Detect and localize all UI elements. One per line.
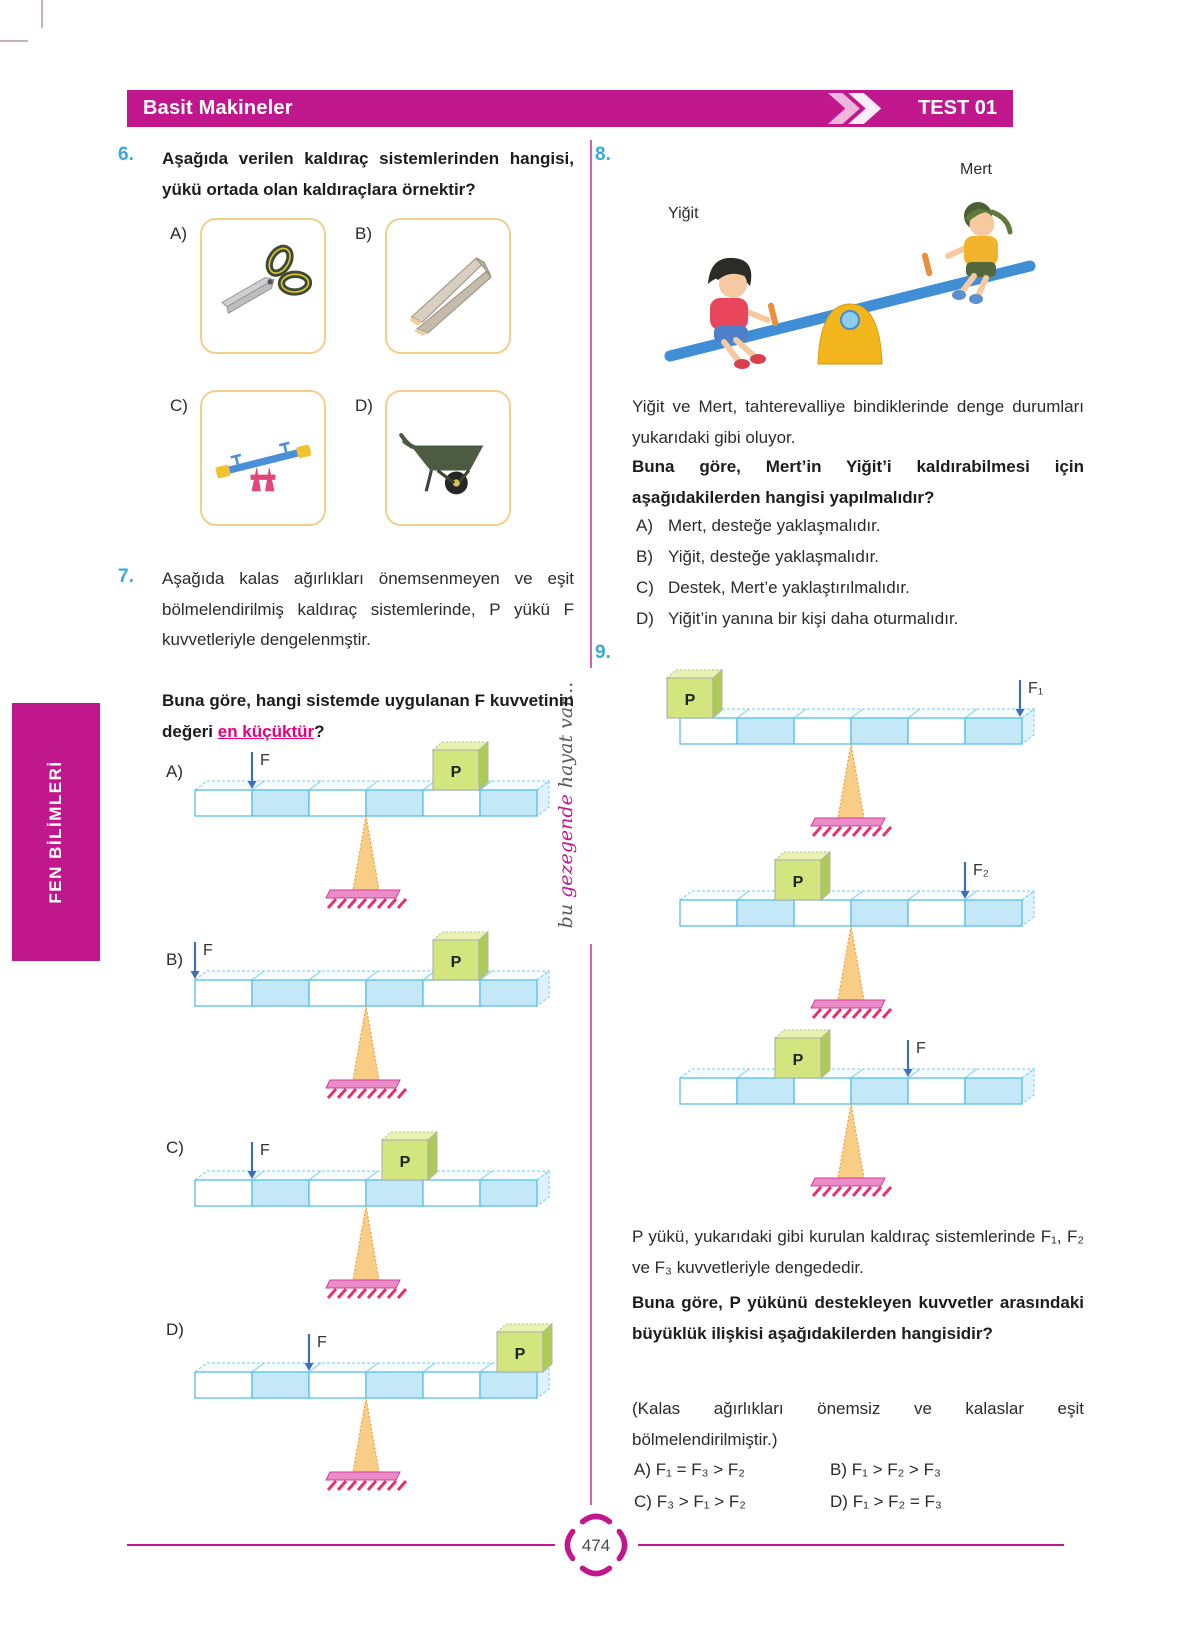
beam-segment: [366, 790, 423, 816]
load-label: P: [399, 1154, 411, 1171]
margin-note-part2: gezegende: [555, 794, 577, 898]
beam-segment: [851, 718, 908, 744]
ground-hatch: [378, 1481, 386, 1490]
ground-hatch: [358, 1481, 366, 1490]
ground-hatch: [823, 1009, 831, 1018]
ground-hatch: [398, 1289, 406, 1298]
q8-option-a: [636, 516, 1088, 536]
q8-option-d-label: D): [636, 609, 654, 628]
force-label: F: [916, 1040, 926, 1057]
load-label: P: [450, 954, 462, 971]
ground-hatch: [348, 899, 356, 908]
q6-option-d-label: D): [355, 396, 373, 415]
q9-option-b: [830, 1460, 941, 1480]
beam-segment: [252, 790, 309, 816]
q8-option-b-text: Yiğit, desteğe yaklaşmalıdır.: [668, 547, 880, 566]
beam-segment: [965, 718, 1022, 744]
lever-diagram-q7-d: [177, 1320, 565, 1500]
chevron-right-icon: [827, 93, 885, 124]
ground-hatch: [398, 1089, 406, 1098]
q8-number: 8.: [595, 144, 611, 165]
fulcrum-triangle: [353, 816, 379, 890]
beam-segment: [309, 1372, 366, 1398]
beam-segment: [423, 790, 480, 816]
fulcrum-triangle: [838, 1104, 864, 1178]
ground-hatch: [328, 899, 336, 908]
force-label: F: [260, 1142, 270, 1159]
left-child-label: Yiğit: [668, 205, 699, 222]
ground-hatch: [338, 1481, 346, 1490]
fulcrum-base: [811, 1000, 885, 1008]
q7-question-highlight: en küçüktür: [217, 721, 315, 741]
beam-segment: [480, 790, 537, 816]
ground-hatch: [338, 899, 346, 908]
fulcrum-base: [326, 1280, 400, 1288]
left-child-figure: [708, 258, 768, 369]
ground-hatch: [813, 1187, 821, 1196]
beam-segment: [366, 1180, 423, 1206]
footer-rule-right: [638, 1544, 1064, 1546]
ground-hatch: [833, 1009, 841, 1018]
ground-hatch: [813, 827, 821, 836]
ground-hatch: [853, 827, 861, 836]
load-side-face: [821, 852, 830, 900]
beam-segment: [680, 718, 737, 744]
ground-hatch: [863, 827, 871, 836]
ground-hatch: [388, 1481, 396, 1490]
column-divider-top: [590, 140, 592, 668]
beam-segment: [195, 1180, 252, 1206]
q6-option-a-box: [200, 218, 326, 354]
q7-option-b-label: B): [166, 950, 183, 969]
ground-hatch: [328, 1089, 336, 1098]
fulcrum-base: [326, 1080, 400, 1088]
ground-hatch: [358, 899, 366, 908]
q9-option-b-text: F₁ > F₂ > F₃: [851, 1460, 941, 1479]
q6-option-b-box: [385, 218, 511, 354]
q9-note: (Kalas ağırlıkları önemsiz ve kalaslar eşit bölmelendirilmiştir.): [632, 1399, 1084, 1449]
page-number: 474: [581, 1536, 611, 1555]
q6-number: 6.: [118, 144, 134, 165]
beam-segment: [252, 1180, 309, 1206]
q9-option-c-label: C): [634, 1492, 652, 1511]
fulcrum-triangle: [353, 1206, 379, 1280]
beam-segment: [737, 1078, 794, 1104]
beam-segment: [965, 1078, 1022, 1104]
q9-option-a-label: A): [634, 1460, 651, 1479]
q9-option-a: [634, 1460, 745, 1480]
ground-hatch: [833, 827, 841, 836]
load-label: P: [792, 874, 804, 891]
ground-hatch: [833, 1187, 841, 1196]
beam-segment: [309, 980, 366, 1006]
beam-segment: [965, 900, 1022, 926]
q8-option-d-text: Yiğit’in yanına bir kişi daha oturmalıdır.: [668, 609, 959, 628]
force-label: F₁: [1028, 680, 1044, 697]
left-handle: [767, 302, 779, 327]
ground-hatch: [813, 1009, 821, 1018]
ground-hatch: [358, 1289, 366, 1298]
q7-option-d-label: D): [166, 1320, 184, 1339]
fulcrum-triangle: [353, 1006, 379, 1080]
beam-segment: [680, 900, 737, 926]
subject-label: FEN BİLİMLERİ: [46, 760, 65, 904]
beam-segment: [309, 790, 366, 816]
beam-segment: [480, 980, 537, 1006]
wheelbarrow-image: [396, 406, 500, 510]
beam-segment: [366, 1372, 423, 1398]
ground-hatch: [883, 1009, 891, 1018]
lever-diagram-q9-2: [662, 848, 1050, 1028]
beam-segment: [423, 1180, 480, 1206]
q8-option-c-label: C): [636, 578, 654, 597]
ground-hatch: [378, 1289, 386, 1298]
force-label: F: [203, 942, 213, 959]
beam-segment: [680, 1078, 737, 1104]
header-banner: [127, 90, 1013, 127]
q7-question-pre: Buna göre, hangi sistemde uygulanan F kuvvetinin değeri: [162, 691, 574, 741]
ground-hatch: [338, 1289, 346, 1298]
beam-segment: [423, 1372, 480, 1398]
subject-sidebar: [12, 703, 100, 961]
beam-segment: [366, 980, 423, 1006]
q6-option-d-box: [385, 390, 511, 526]
beam-segment: [737, 718, 794, 744]
ground-hatch: [853, 1187, 861, 1196]
q9-number: 9.: [595, 642, 611, 663]
q7-option-c-label: C): [166, 1138, 184, 1157]
beam-segment: [309, 1180, 366, 1206]
force-label: F₂: [973, 862, 989, 879]
ground-hatch: [368, 1089, 376, 1098]
q8-option-a-label: A): [636, 516, 653, 535]
ground-hatch: [338, 1089, 346, 1098]
crop-mark-horizontal: [0, 40, 28, 42]
beam-segment: [908, 900, 965, 926]
load-side-face: [543, 1324, 552, 1372]
q9-option-a-text: F₁ = F₃ > F₂: [655, 1460, 745, 1479]
q9-option-c-text: F₃ > F₁ > F₂: [656, 1492, 746, 1511]
q8-option-d: [636, 609, 1088, 629]
ground-hatch: [843, 827, 851, 836]
ground-hatch: [328, 1289, 336, 1298]
ground-hatch: [883, 1187, 891, 1196]
load-side-face: [479, 932, 488, 980]
ground-hatch: [398, 899, 406, 908]
column-divider-bottom: [590, 944, 592, 1505]
ground-hatch: [863, 1187, 871, 1196]
ground-hatch: [853, 1009, 861, 1018]
force-label: F: [260, 752, 270, 769]
ground-hatch: [348, 1289, 356, 1298]
fulcrum-base: [326, 890, 400, 898]
chapter-title: Basit Makineler: [143, 97, 293, 119]
ground-hatch: [873, 1187, 881, 1196]
load-side-face: [821, 1030, 830, 1078]
ground-hatch: [328, 1481, 336, 1490]
page-number-badge: [556, 1505, 636, 1585]
ground-hatch: [368, 1289, 376, 1298]
fulcrum-triangle: [353, 1398, 379, 1472]
q9-text: P yükü, yukarıdaki gibi kurulan kaldıraç sistemlerinde F₁, F₂ ve F₃ kuvvetleriyle dengededir.: [632, 1227, 1084, 1277]
beam-segment: [195, 1372, 252, 1398]
q8-question: Buna göre, Mert’in Yiğit’i kaldırabilmesi için aşağıdakilerden hangisi yapılmalıdır?: [632, 457, 1084, 507]
force-label: F: [317, 1334, 327, 1351]
beam-segment: [794, 1078, 851, 1104]
ground-hatch: [823, 827, 831, 836]
fulcrum-base: [811, 818, 885, 826]
q6-option-c-label: C): [170, 396, 188, 415]
q7-question-post: ?: [314, 721, 325, 741]
seesaw-figure: [630, 148, 1060, 383]
ground-hatch: [348, 1089, 356, 1098]
beam-segment: [252, 1372, 309, 1398]
ground-hatch: [358, 1089, 366, 1098]
ground-hatch: [368, 1481, 376, 1490]
q7-number: 7.: [118, 566, 134, 587]
fulcrum-base: [326, 1472, 400, 1480]
q8-option-c-text: Destek, Mert’e yaklaştırılmalıdır.: [668, 578, 910, 597]
margin-note-part1: bu: [555, 897, 577, 929]
scissors-image: [211, 234, 315, 338]
q9-option-d-text: F₁ > F₂ = F₃: [852, 1492, 942, 1511]
ground-hatch: [873, 827, 881, 836]
ground-hatch: [823, 1187, 831, 1196]
lever-diagram-q7-a: [177, 738, 565, 918]
load-label: P: [514, 1346, 526, 1363]
beam-segment: [908, 718, 965, 744]
ground-hatch: [873, 1009, 881, 1018]
q8-option-a-text: Mert, desteğe yaklaşmalıdır.: [668, 516, 881, 535]
footer-rule-left: [127, 1544, 555, 1546]
q6-option-b-label: B): [355, 224, 372, 243]
right-child-label: Mert: [960, 161, 992, 178]
fulcrum-base: [811, 1178, 885, 1186]
load-label: P: [792, 1052, 804, 1069]
tweezers-image: [396, 234, 500, 338]
q9-option-d: [830, 1492, 942, 1512]
beam-segment: [794, 900, 851, 926]
crop-mark-vertical: [41, 0, 43, 28]
ground-hatch: [348, 1481, 356, 1490]
beam-segment: [480, 1180, 537, 1206]
beam-segment: [794, 718, 851, 744]
ground-hatch: [378, 899, 386, 908]
q9-option-c: [634, 1492, 746, 1512]
ground-hatch: [883, 827, 891, 836]
load-label: P: [684, 692, 696, 709]
ground-hatch: [388, 1089, 396, 1098]
lever-diagram-q9-3: [662, 1026, 1050, 1206]
ground-hatch: [388, 1289, 396, 1298]
q6-text: Aşağıda verilen kaldıraç sistemlerinden hangisi, yükü ortada olan kaldıraçlara örnektir?: [162, 149, 574, 199]
q6-option-a-label: A): [170, 224, 187, 243]
q9-option-b-label: B): [830, 1460, 847, 1479]
beam-segment: [195, 790, 252, 816]
q8-option-b: [636, 547, 1088, 567]
seesaw-pivot: [841, 311, 859, 329]
q7-option-a-label: A): [166, 762, 183, 781]
q6-option-c-box: [200, 390, 326, 526]
load-side-face: [479, 742, 488, 790]
ground-hatch: [398, 1481, 406, 1490]
q8-option-c: [636, 578, 1088, 598]
fulcrum-triangle: [838, 926, 864, 1000]
margin-note-part3: hayat var...: [555, 681, 577, 795]
beam-segment: [851, 1078, 908, 1104]
lever-diagram-q9-1: [662, 666, 1050, 846]
ground-hatch: [378, 1089, 386, 1098]
ground-hatch: [368, 899, 376, 908]
beam-segment: [252, 980, 309, 1006]
load-label: P: [450, 764, 462, 781]
ground-hatch: [388, 899, 396, 908]
beam-segment: [423, 980, 480, 1006]
q7-text: Aşağıda kalas ağırlıkları önemsenmeyen ve eşit bölmelendirilmiş kaldıraç sistemlerinde, P yükü F kuvvetleriyle dengelenmştir.: [162, 569, 574, 650]
q8-text: Yiğit ve Mert, tahterevalliye bindiklerinde denge durumları yukarıdaki gibi oluyor.: [632, 397, 1084, 447]
lever-diagram-q7-b: [177, 928, 565, 1108]
load-side-face: [428, 1132, 437, 1180]
beam-segment: [908, 1078, 965, 1104]
ground-hatch: [863, 1009, 871, 1018]
load-side-face: [713, 670, 722, 718]
q9-option-d-label: D): [830, 1492, 848, 1511]
lever-diagram-q7-c: [177, 1128, 565, 1308]
beam-segment: [851, 900, 908, 926]
seesaw-image: [211, 406, 315, 510]
q8-option-b-label: B): [636, 547, 653, 566]
q9-question: Buna göre, P yükünü destekleyen kuvvetler arasındaki büyüklük ilişkisi aşağıdakilerden hangisidir?: [632, 1293, 1084, 1343]
right-handle: [921, 252, 933, 277]
test-label: TEST 01: [918, 97, 997, 119]
fulcrum-triangle: [838, 744, 864, 818]
beam-segment: [737, 900, 794, 926]
ground-hatch: [843, 1187, 851, 1196]
beam-segment: [195, 980, 252, 1006]
ground-hatch: [843, 1009, 851, 1018]
beam-segment: [480, 1372, 537, 1398]
